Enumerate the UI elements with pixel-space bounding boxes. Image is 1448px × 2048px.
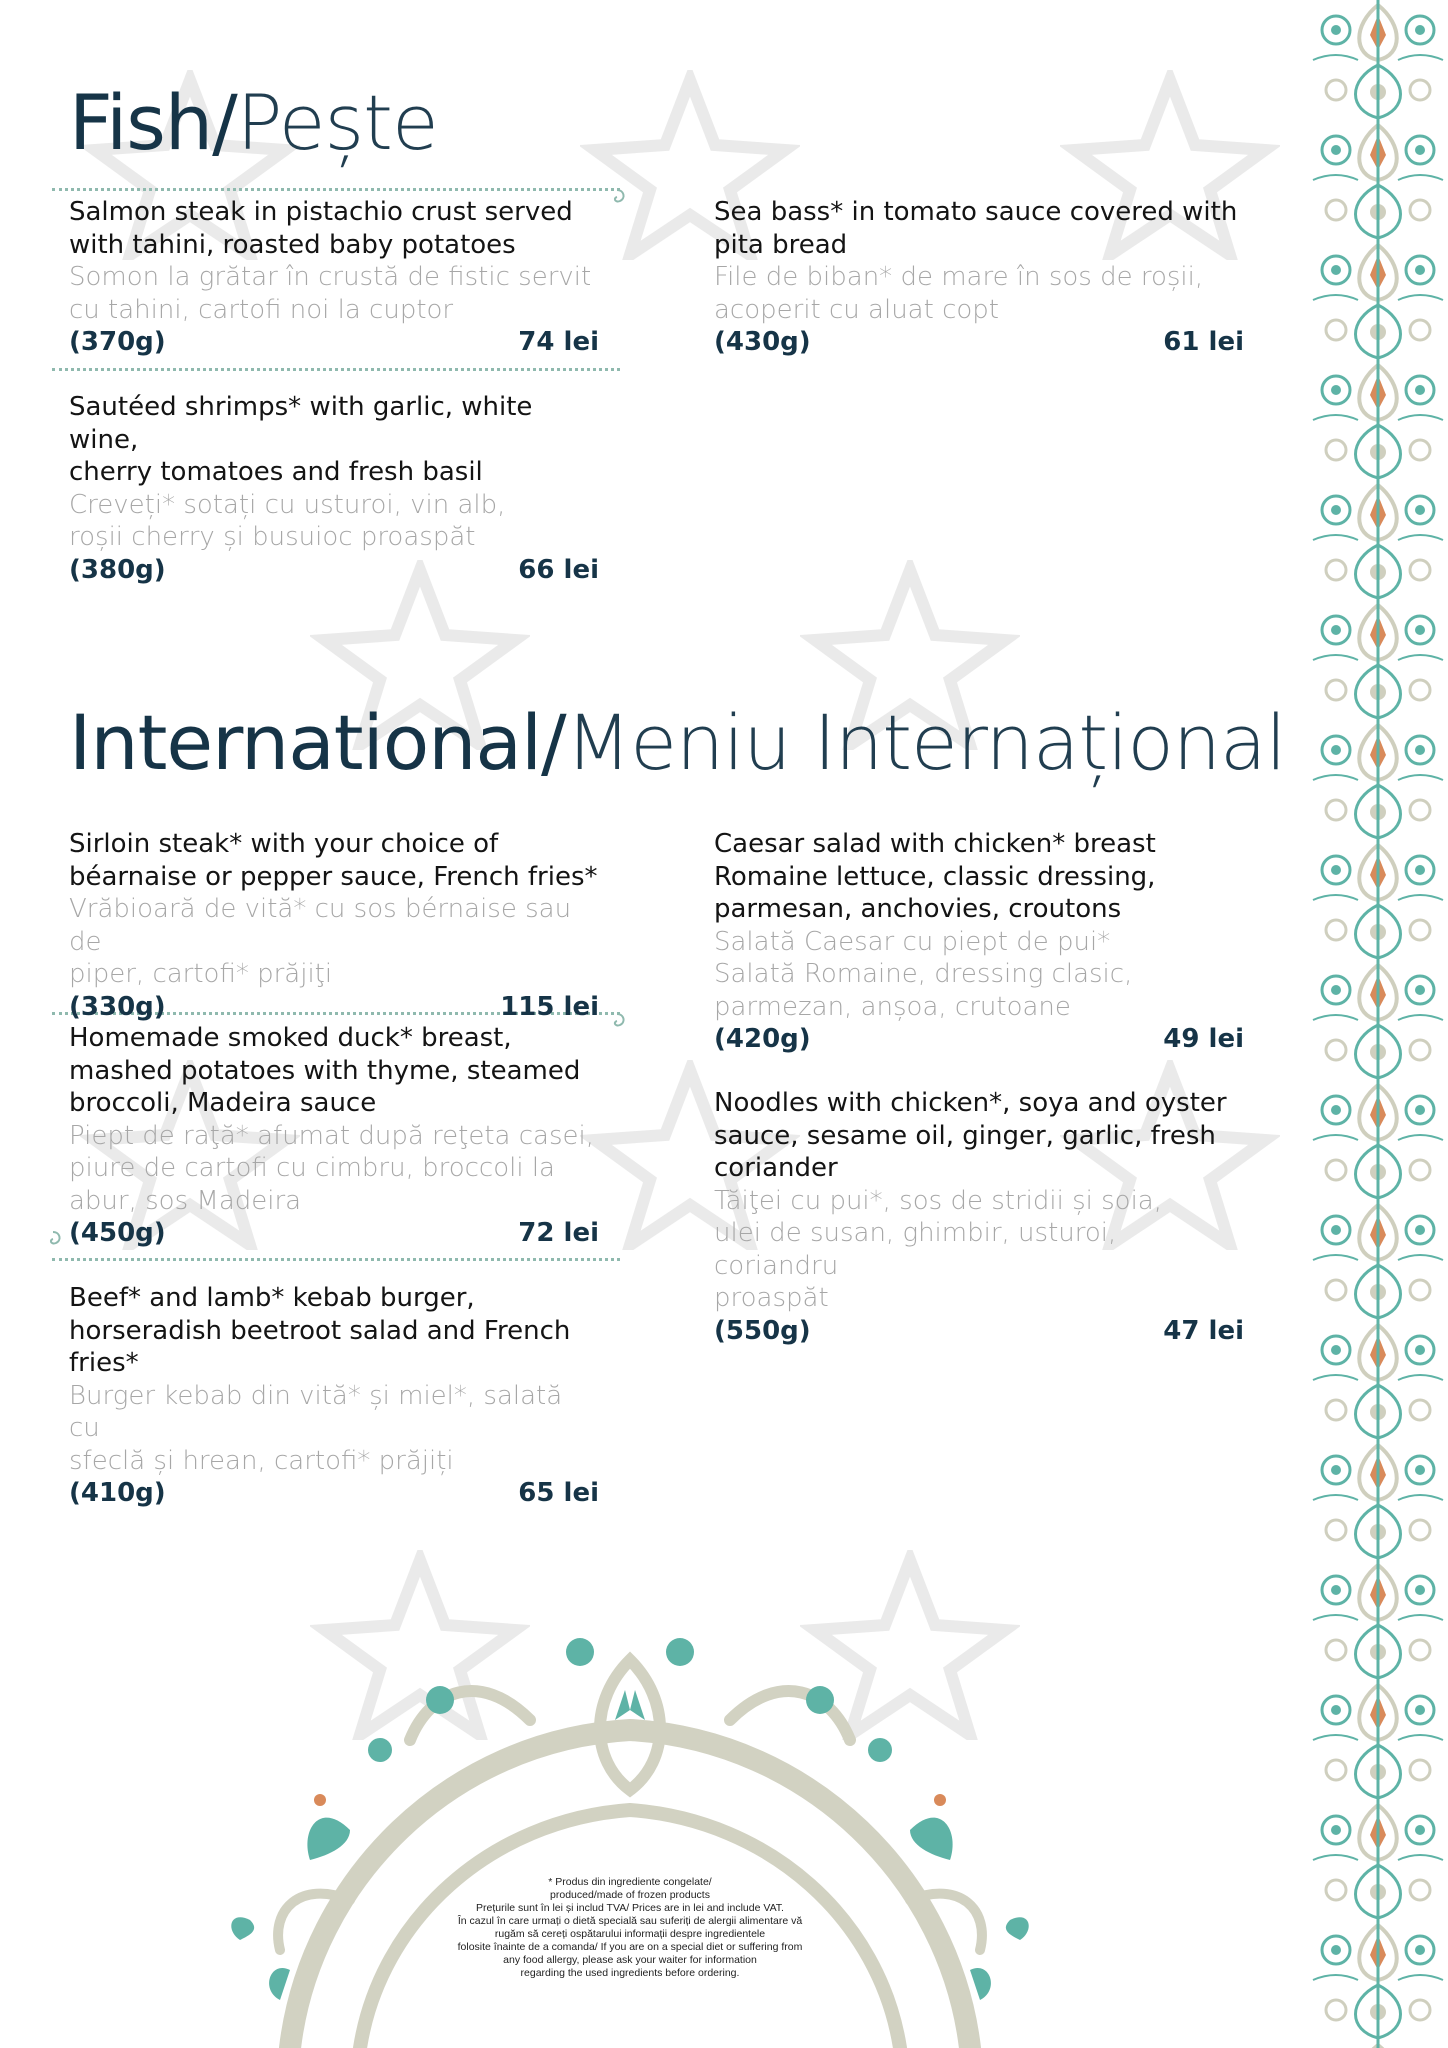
menu-item	[69, 391, 599, 586]
divider	[52, 368, 620, 371]
dish-weight: (430g)	[714, 327, 811, 357]
swirl-ornament-icon	[42, 1230, 64, 1252]
section-title-en: International/	[69, 698, 566, 787]
dish-meta	[714, 1315, 1244, 1348]
dish-name-en: Sirloin steak* with your choice of béarnaise or pepper sauce, French fries*	[69, 829, 598, 892]
dish-name-en: Salmon steak in pistachio crust served with tahini, roasted baby potatoes	[69, 197, 573, 260]
menu-item	[714, 196, 1244, 359]
dish-weight: (550g)	[714, 1315, 811, 1346]
dish-price: 115 lei	[500, 991, 599, 1022]
section-title-international	[69, 698, 1286, 787]
dish-name-ro: Salată Caesar cu piept de pui* Salată Romaine, dressing clasic, parmezan, anșoa, crutoane	[714, 926, 1133, 1022]
dish-meta	[69, 554, 599, 587]
dish-weight: (370g)	[69, 327, 166, 357]
menu-item	[69, 828, 599, 1023]
dish-price: 61 lei	[1163, 327, 1244, 357]
dish-name-en: Caesar salad with chicken* breast Romaine lettuce, classic dressing, parmesan, anchovies, croutons	[714, 829, 1156, 924]
swirl-ornament-icon	[606, 188, 628, 210]
dish-name-ro: Somon la grătar în crustă de fistic servit cu tahini, cartofi noi la cuptor	[69, 262, 592, 325]
dish-name-en: Beef* and lamb* kebab burger, horseradish beetroot salad and French fries*	[69, 1283, 571, 1378]
dish-name-ro: Piept de raţă* afumat după reţeta casei, piure de cartofi cu cimbru, broccoli la abur, sos Madeira	[69, 1120, 594, 1216]
dish-weight: (410g)	[69, 1478, 166, 1508]
swirl-ornament-icon	[606, 1012, 628, 1034]
dish-name-ro: Burger kebab din vită* și miel*, salată cu sfeclă și hrean, cartofi* prăjiți	[69, 1380, 563, 1476]
dish-name-en: Sautéed shrimps* with garlic, white wine, cherry tomatoes and fresh basil	[69, 392, 533, 487]
section-title-fish	[69, 78, 438, 167]
dish-meta	[714, 1023, 1244, 1056]
dish-price: 47 lei	[1163, 1315, 1244, 1346]
footnote: * Produs din ingrediente congelate/ produced/made of frozen products Prețurile sunt în lei și includ TVA/ Prices are in lei and include VAT. În cazul în care urmați o dietă specială sau suferiți de alergii alimentare vă rugăm să cereți ospătarului informații despre ingredientele folosite înainte de a comanda/ If you are on a special diet or suffering from any food allergy, please ask your waiter for information regarding the used ingredients before ordering.	[457, 1876, 803, 1979]
section-title-ro: Pește	[236, 78, 438, 167]
dish-price: 65 lei	[518, 1478, 599, 1508]
menu-item	[69, 1022, 599, 1250]
mandala-ornament	[230, 1630, 1030, 2048]
dish-meta	[714, 326, 1244, 359]
dish-meta	[69, 1477, 599, 1510]
dish-name-ro: File de biban* de mare în sos de roșii, acoperit cu aluat copt	[714, 262, 1204, 325]
dish-meta	[69, 326, 599, 359]
menu-item	[69, 1282, 599, 1510]
menu-item	[714, 828, 1244, 1056]
dish-name-ro: Creveți* sotați cu usturoi, vin alb, roșii cherry și busuioc proaspăt	[69, 489, 506, 552]
dish-weight: (450g)	[69, 1218, 166, 1248]
dish-price: 74 lei	[518, 327, 599, 357]
dish-name-ro: Vrăbioară de vită* cu sos bérnaise sau de piper, cartofi* prăjiţi	[69, 894, 572, 989]
divider	[52, 188, 620, 191]
dish-weight: (420g)	[714, 1024, 811, 1054]
dish-name-en: Homemade smoked duck* breast, mashed potatoes with thyme, steamed broccoli, Madeira sauce	[69, 1023, 581, 1118]
dish-price: 49 lei	[1163, 1024, 1244, 1054]
menu-item	[714, 1087, 1244, 1347]
dish-price: 72 lei	[518, 1218, 599, 1248]
divider	[52, 1258, 620, 1261]
section-title-en: Fish/	[69, 78, 237, 167]
dish-weight: (380g)	[69, 554, 166, 585]
dish-name-ro: Tăiţei cu pui*, sos de stridii și soia, ulei de susan, ghimbir, usturoi, coriandru proaspăt	[714, 1185, 1162, 1313]
dish-meta	[69, 991, 599, 1024]
dish-name-en: Noodles with chicken*, soya and oyster sauce, sesame oil, ginger, garlic, fresh coriander	[714, 1088, 1227, 1183]
dish-weight: (330g)	[69, 991, 166, 1022]
menu-item	[69, 196, 599, 359]
dish-meta	[69, 1217, 599, 1250]
section-title-ro: Meniu Internațional	[565, 698, 1286, 787]
dish-price: 66 lei	[518, 554, 599, 585]
dish-name-en: Sea bass* in tomato sauce covered with pita bread	[714, 197, 1238, 260]
ornamental-border	[1308, 0, 1448, 2048]
